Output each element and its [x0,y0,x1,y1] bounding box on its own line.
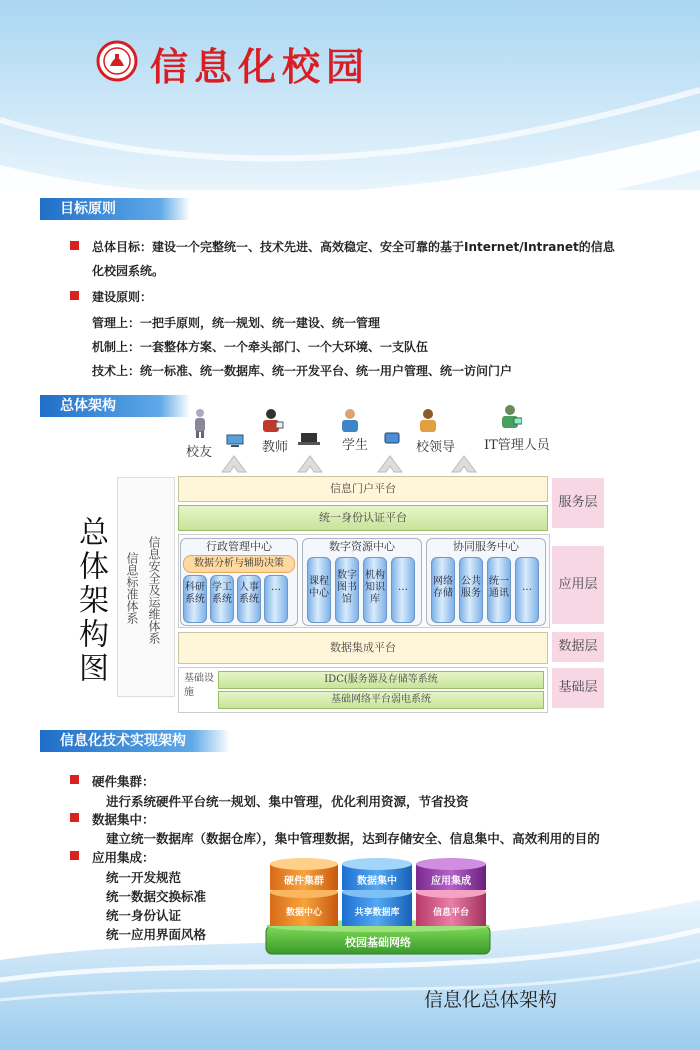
app-integration-item: 统一开发规范 [106,870,182,885]
page-title: 信息化校园 [150,44,371,89]
device-icon [384,432,400,444]
app-system-item: 学工系统 [210,575,234,623]
laptop-icon [298,432,320,446]
architecture-diagram-title: 总体架构图 [73,516,108,686]
section-heading-architecture: 总体架构 [40,395,190,417]
app-system-item: 数字图书馆 [335,557,359,623]
data-integration-platform: 数据集成平台 [178,632,548,664]
principle-item: 技术上：统一标准、统一数据库、统一开发平台、统一用户管理、统一访问门户 [92,364,513,378]
bullet-marker [70,813,79,822]
data-central-title: 数据集中： [92,812,155,827]
layer-tag-infrastructure: 基础层 [552,668,604,708]
app-integration-title: 应用集成： [92,850,155,865]
stack-top-data: 数据集中 [357,876,397,887]
school-emblem-icon [96,40,138,82]
stack-mid-datacenter: 数据中心 [285,908,322,918]
group-title: 行政管理中心 [206,540,272,553]
app-system-item: 课程中心 [307,557,331,623]
access-arrows [220,452,480,474]
stack-top-app: 应用集成 [431,876,471,887]
layer-tag-service: 服务层 [552,478,604,528]
app-integration-item: 统一数据交换标准 [106,889,207,904]
app-system-item: 人事系统 [237,575,261,623]
principle-item: 管理上：一把手原则，统一规划、统一建设、统一管理 [92,316,381,330]
app-system-item: … [515,557,539,623]
section-heading-tech: 信息化技术实现架构 [40,730,230,752]
role-label-it-admin: IT管理人员 [484,438,550,453]
section-heading-goals: 目标原则 [40,198,190,220]
it-admin-person-icon [498,404,522,432]
leader-person-icon [416,408,440,436]
app-system-item: … [391,557,415,623]
decision-support-banner: 数据分析与辅助决策 [183,555,295,573]
teacher-person-icon [258,408,284,434]
bullet-marker [70,291,79,300]
app-system-item: 网络存储 [431,557,455,623]
role-label-teacher: 教师 [262,440,289,455]
bullet-marker [70,775,79,784]
principle-item: 机制上：一套整体方案、一个牵头部门、一个大环境、一支队伍 [92,340,429,354]
role-label-alumni: 校友 [186,445,213,460]
layer-tag-data: 数据层 [552,632,604,662]
security-ops-label: 信息安全及运维体系 [147,536,161,644]
group-title: 协同服务中心 [453,540,519,553]
idc-system: IDC(服务器及存储等系统 [218,671,544,689]
stack-top-hw: 硬件集群 [284,876,324,887]
group-title: 数字资源中心 [329,540,395,553]
student-person-icon [338,408,362,436]
stack-base-network: 校园基础网络 [345,936,411,949]
network-system: 基础网络平台弱电系统 [218,691,544,709]
app-integration-item: 统一身份认证 [106,908,182,923]
role-label-leader: 校领导 [416,440,456,455]
app-system-item: 公共服务 [459,557,483,623]
principle-title: 建设原则： [92,290,153,304]
infrastructure-label: 基础设施 [184,673,214,698]
app-system-item: 统一通讯 [487,557,511,623]
portal-platform: 信息门户平台 [178,476,548,502]
goal-text-line1: 总体目标：建设一个完整统一、技术先进、高效稳定、安全可靠的基于Internet/Intranet的信息 [92,240,615,254]
admin-center-group [180,538,298,626]
app-system-item: … [264,575,288,623]
footer-caption: 信息化总体架构 [424,989,558,1011]
standards-system-label: 信息标准体系 [125,552,139,624]
data-central-text: 建立统一数据库（数据仓库），集中管理数据，达到存储安全、信息集中、高效利用的目的 [106,831,600,846]
app-integration-item: 统一应用界面风格 [106,927,207,942]
computer-icon [226,434,244,448]
bullet-marker [70,851,79,860]
role-label-student: 学生 [342,438,369,453]
auth-platform: 统一身份认证平台 [178,505,548,531]
app-system-item: 机构知识库 [363,557,387,623]
bullet-marker [70,241,79,250]
alumni-person-icon [190,408,210,438]
hw-cluster-title: 硬件集群： [92,774,155,789]
layer-tag-application: 应用层 [552,546,604,624]
hw-cluster-text: 进行系统硬件平台统一规划、集中管理，优化利用资源，节省投资 [106,794,469,809]
stack-mid-infoplatform: 信息平台 [432,908,469,918]
goal-text-line2: 化校园系统。 [92,264,165,278]
app-system-item: 科研系统 [183,575,207,623]
digital-resource-group [302,538,422,626]
stack-mid-shareddb: 共享数据库 [354,908,400,918]
collab-service-group [426,538,546,626]
